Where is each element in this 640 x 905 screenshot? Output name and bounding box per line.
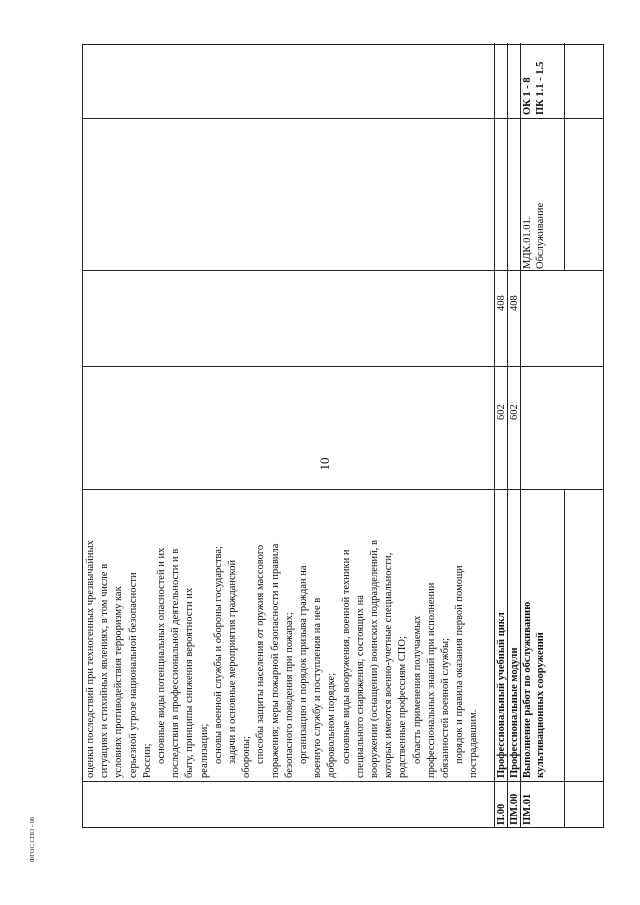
row-title: Профессиональный учебный цикл [496,612,507,778]
row-title: Выполнение работ по обслуживанию [522,601,533,778]
description-line: основные виды вооружения, военной техники и [340,549,352,764]
description-line: основы военной службы и обороны государства; [212,546,224,764]
description-line: военную службу и поступления на нее в [312,597,324,778]
row-max-load: 602 [509,404,520,420]
description-line: добровольном порядке; [326,672,338,778]
competence-description [84,540,482,778]
description-line: ситуациях и стихийных явлениях, в том числе в [99,563,111,778]
description-line: задачи и основные мероприятия гражданской [227,559,239,764]
row-competence: ПК 1.1 - 1.5 [535,61,546,115]
row-index: ПМ.01 [522,793,533,825]
row-title: культивационных сооружений [535,632,546,778]
row-required-load: 408 [496,295,507,311]
description-line: способы защиты населения от оружия массового [255,544,267,764]
description-line: организацию и порядок призыва граждан на [298,565,310,764]
description-line: порядок и правила оказания первой помощи [454,565,466,764]
description-line: оценки последствий при техногенных чрезвычайных [85,540,96,778]
row-index: ПМ.00 [509,793,520,825]
document-footer: ФГОС СПО - 06 [29,816,36,862]
row-competence: ОК 1 - 8 [522,77,533,115]
description-line: безопасного поведения при пожарах; [283,612,295,778]
row-discipline: МДК.01.01. [522,216,533,269]
description-line: основные виды потенциальных опасностей и их [156,547,168,764]
description-line: условиях противодействия терроризму как [113,586,125,778]
description-line: реализации; [198,723,210,778]
row-title: Профессиональные модули [509,647,520,778]
description-line: серьезной угрозе национальной безопасности [127,572,139,778]
description-line: обороны; [241,736,253,778]
description-line: быту, принципы снижения вероятности их [184,587,196,778]
description-line: специального снаряжения, состоящих на [354,595,366,778]
description-line: которых имеются военно-учетные специальности, [383,552,395,778]
description-line: поражения; меры пожарной безопасности и правила [269,543,281,778]
row-index: П.00 [496,803,507,825]
description-line: область применения получаемых [411,615,423,764]
description-line: последствия в профессиональной деятельности и в [170,548,182,778]
curriculum-table [82,44,604,828]
description-line: пострадавшим. [468,709,480,778]
page-number: 10 [317,457,332,471]
description-line: вооружении (оснащении) воинских подразделений, в [369,540,381,778]
description-line: родственные профессиям СПО; [397,636,409,778]
description-line: обязанностей военной службы; [440,638,452,778]
description-line: России; [141,743,153,778]
row-required-load: 408 [509,295,520,311]
row-max-load: 602 [496,404,507,420]
description-line: профессиональных знаний при исполнении [425,582,437,778]
row-discipline: Обслуживание [535,202,546,269]
